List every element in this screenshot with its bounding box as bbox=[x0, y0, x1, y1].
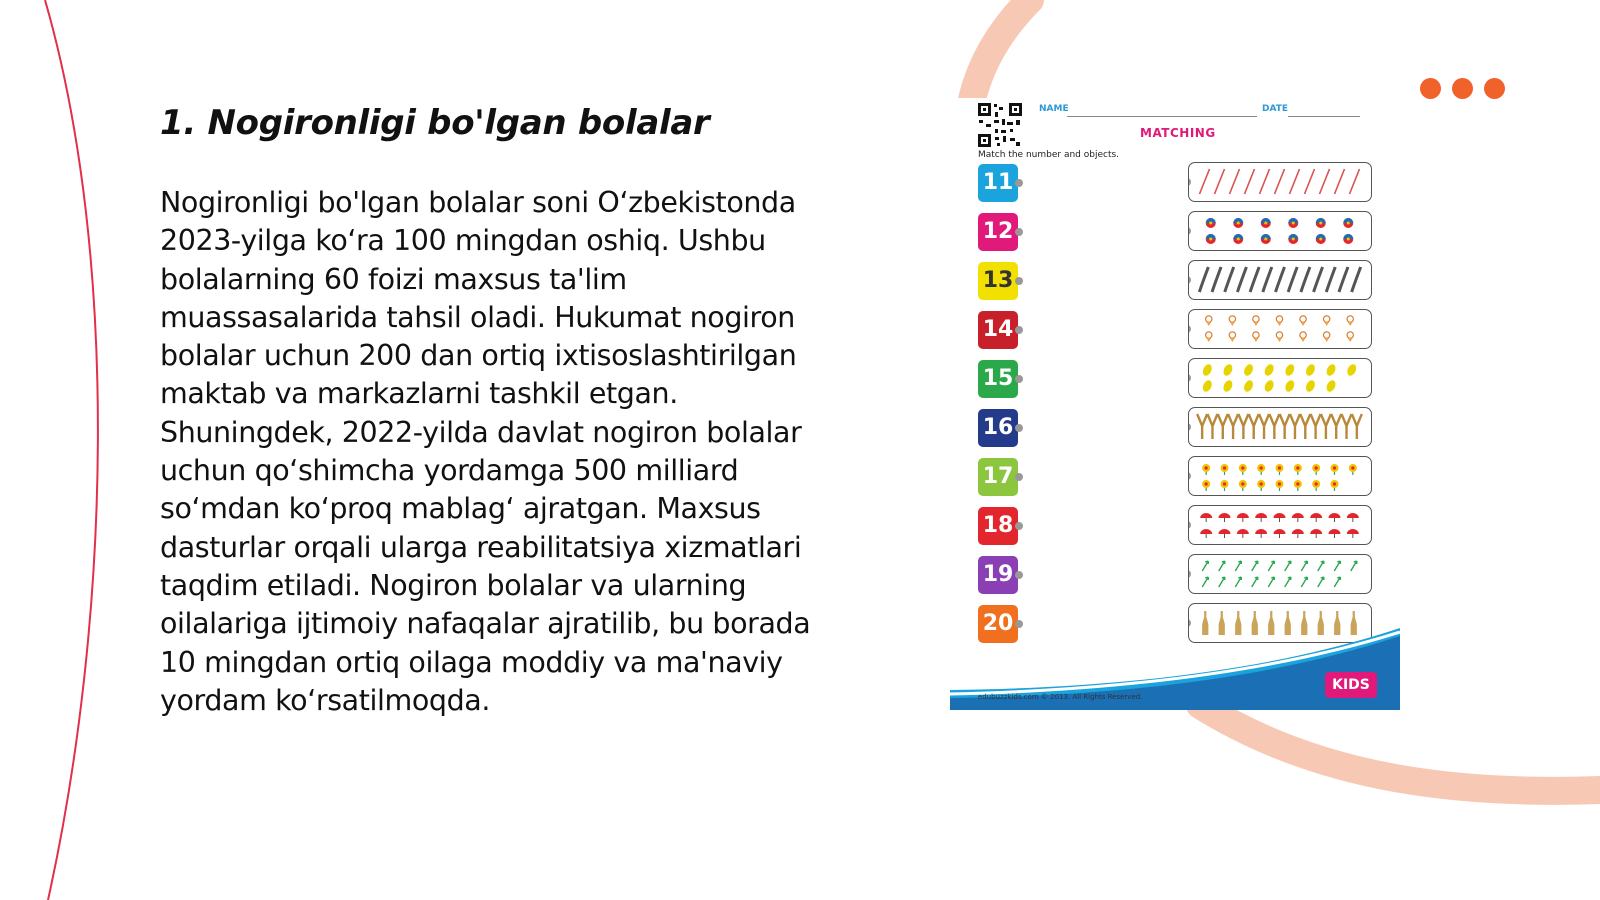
worksheet-row-15 bbox=[950, 358, 1400, 402]
worksheet-row-11 bbox=[950, 162, 1400, 206]
ice-creams-objects-box bbox=[1188, 309, 1372, 349]
name-line bbox=[1067, 116, 1257, 117]
worksheet-footer: edubuzzkids.com © 2013. All Rights Reserved. bbox=[978, 693, 1143, 701]
dot-icon bbox=[1452, 78, 1473, 99]
worksheet-name-label: NAME bbox=[1039, 104, 1069, 114]
number-badge: 12 bbox=[978, 213, 1018, 251]
worksheet-row-16 bbox=[950, 407, 1400, 451]
number-badge: 17 bbox=[978, 458, 1018, 496]
feathers-objects-box bbox=[1188, 260, 1372, 300]
worksheet-instruction: Match the number and objects. bbox=[978, 150, 1120, 160]
dot-icon bbox=[1420, 78, 1441, 99]
dot-icon bbox=[1484, 78, 1505, 99]
number-badge: 13 bbox=[978, 262, 1018, 300]
worksheet-date-label: DATE bbox=[1262, 104, 1289, 114]
umbrellas-objects-box bbox=[1188, 505, 1372, 545]
worksheet-row-18 bbox=[950, 505, 1400, 549]
number-badge: 19 bbox=[978, 556, 1018, 594]
lemons-objects-box bbox=[1188, 358, 1372, 398]
arrows-objects-box bbox=[1188, 554, 1372, 594]
slide-title: 1. Nogironligi bo'lgan bolalar bbox=[160, 103, 710, 143]
slide-body-text: Nogironligi bo'lgan bolalar soni O‘zbekistonda 2023-yilga ko‘ra 100 mingdan oshiq. Ushbu bolalarning 60 foizi maxsus ta'lim muassasalarida tahsil oladi. Hukumat nogiron bolalar uchun 200 dan ortiq ixtisoslashtirilgan maktab va markazlarni tashkil etgan. Shuningdek, 2022-yilda davlat nogiron bolalar uchun qo‘shimcha yordamga 500 milliard so‘mdan ko‘proq mablag‘ ajratgan. Maxsus dasturlar orqali ularga reabilitatsiya xizmatlari taqdim etiladi. Nogiron bolalar va ularning oilalariga ijtimoiy nafaqalar ajratilib, bu borada 10 mingdan ortiq oilaga moddiy va ma'naviy yordam ko‘rsatilmoqda. bbox=[160, 186, 811, 717]
worksheet-row-19 bbox=[950, 554, 1400, 598]
balls-objects-box bbox=[1188, 211, 1372, 251]
number-badge: 14 bbox=[978, 311, 1018, 349]
slingshots-objects-box bbox=[1188, 407, 1372, 447]
worksheet-row-14 bbox=[950, 309, 1400, 353]
number-badge: 16 bbox=[978, 409, 1018, 447]
number-badge: 15 bbox=[978, 360, 1018, 398]
number-badge: 20 bbox=[978, 605, 1018, 643]
worksheet-row-13 bbox=[950, 260, 1400, 304]
worksheet-row-12 bbox=[950, 211, 1400, 255]
worksheet-title: MATCHING bbox=[1140, 126, 1216, 140]
worksheet-row-17 bbox=[950, 456, 1400, 500]
matching-worksheet-image bbox=[950, 98, 1400, 710]
sticks-objects-box bbox=[1188, 162, 1372, 202]
number-badge: 11 bbox=[978, 164, 1018, 202]
number-badge: 18 bbox=[978, 507, 1018, 545]
flowers-objects-box bbox=[1188, 456, 1372, 496]
menu-dots bbox=[1420, 78, 1505, 99]
date-line bbox=[1288, 116, 1360, 117]
edubuzz-logo: KIDS bbox=[1325, 672, 1377, 698]
qr-code-icon bbox=[977, 102, 1023, 148]
